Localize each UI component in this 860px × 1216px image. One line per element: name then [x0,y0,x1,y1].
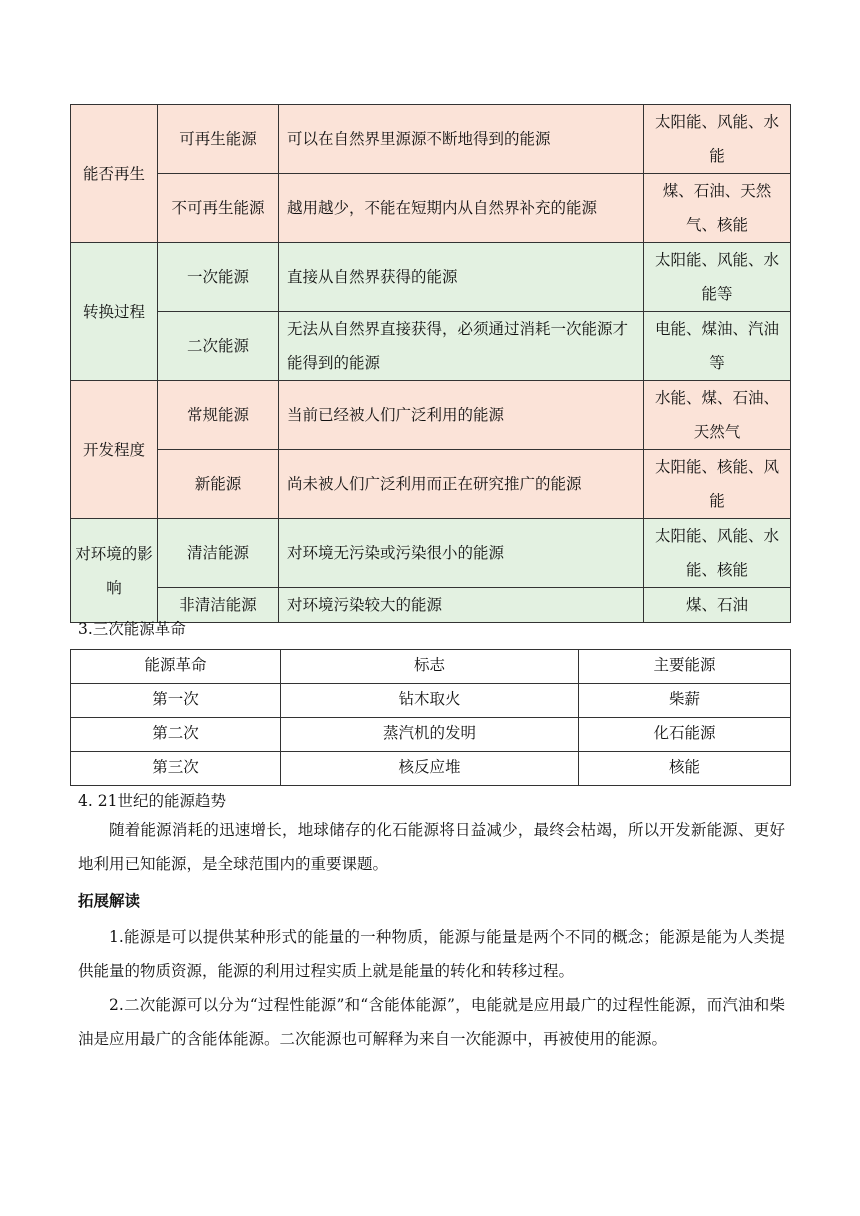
energy-type-cell: 不可再生能源 [158,174,279,243]
category-cell: 开发程度 [71,381,158,519]
table-cell: 蒸汽机的发明 [281,718,579,752]
table-row [71,243,791,312]
column-header: 主要能源 [579,650,791,684]
table-row [71,174,791,243]
definition-cell: 尚未被人们广泛利用而正在研究推广的能源 [279,450,644,519]
examples-cell: 煤、石油 [644,588,791,623]
table-row [71,381,791,450]
table-cell: 化石能源 [579,718,791,752]
table-cell: 柴薪 [579,684,791,718]
energy-type-cell: 常规能源 [158,381,279,450]
table-row [71,684,791,718]
extension-paragraph-1: 1.能源是可以提供某种形式的能量的一种物质，能源与能量是两个不同的概念；能源是能为人类提供能量的物质资源，能源的利用过程实质上就是能量的转化和转移过程。 [78,928,785,980]
energy-type-cell: 可再生能源 [158,105,279,174]
examples-cell: 电能、煤油、汽油等 [644,312,791,381]
energy-revolution-table [70,649,791,786]
energy-type-cell: 一次能源 [158,243,279,312]
table-row [71,752,791,786]
trend-paragraph: 随着能源消耗的迅速增长，地球储存的化石能源将日益减少，最终会枯竭，所以开发新能源、更好地利用已知能源，是全球范围内的重要课题。 [78,821,785,873]
definition-cell: 无法从自然界直接获得，必须通过消耗一次能源才能得到的能源 [279,312,644,381]
examples-cell: 水能、煤、石油、天然气 [644,381,791,450]
table-row [71,105,791,174]
table-cell: 第二次 [71,718,281,752]
definition-cell: 对环境无污染或污染很小的能源 [279,519,644,588]
energy-type-cell: 非清洁能源 [158,588,279,623]
definition-cell: 对环境污染较大的能源 [279,588,644,623]
table-row [71,450,791,519]
extension-paragraph-2: 2.二次能源可以分为“过程性能源”和“含能体能源”，电能就是应用最广的过程性能源，而汽油和柴油是应用最广的含能体能源。二次能源也可解释为来自一次能源中，再被使用的能源。 [78,996,785,1048]
examples-cell: 太阳能、风能、水能、核能 [644,519,791,588]
energy-type-cell: 二次能源 [158,312,279,381]
table-cell: 第三次 [71,752,281,786]
examples-cell: 太阳能、风能、水能 [644,105,791,174]
definition-cell: 越用越少，不能在短期内从自然界补充的能源 [279,174,644,243]
definition-cell: 可以在自然界里源源不断地得到的能源 [279,105,644,174]
examples-cell: 煤、石油、天然气、核能 [644,174,791,243]
table-cell: 钻木取火 [281,684,579,718]
section-heading-4: 4. 21世纪的能源趋势 [78,792,226,810]
section-heading-3: 3.三次能源革命 [78,620,186,638]
category-cell: 转换过程 [71,243,158,381]
energy-type-cell: 清洁能源 [158,519,279,588]
extension-heading: 拓展解读 [78,891,141,910]
examples-cell: 太阳能、核能、风能 [644,450,791,519]
column-header: 能源革命 [71,650,281,684]
definition-cell: 当前已经被人们广泛利用的能源 [279,381,644,450]
table-cell: 核反应堆 [281,752,579,786]
energy-classification-table [70,104,791,623]
energy-type-cell: 新能源 [158,450,279,519]
table-cell: 核能 [579,752,791,786]
definition-cell: 直接从自然界获得的能源 [279,243,644,312]
table-row [71,718,791,752]
examples-cell: 太阳能、风能、水能等 [644,243,791,312]
category-cell: 能否再生 [71,105,158,243]
table-row [71,519,791,588]
table-row [71,312,791,381]
table-cell: 第一次 [71,684,281,718]
table-header-row [71,650,791,684]
column-header: 标志 [281,650,579,684]
category-cell: 对环境的影响 [71,519,158,623]
